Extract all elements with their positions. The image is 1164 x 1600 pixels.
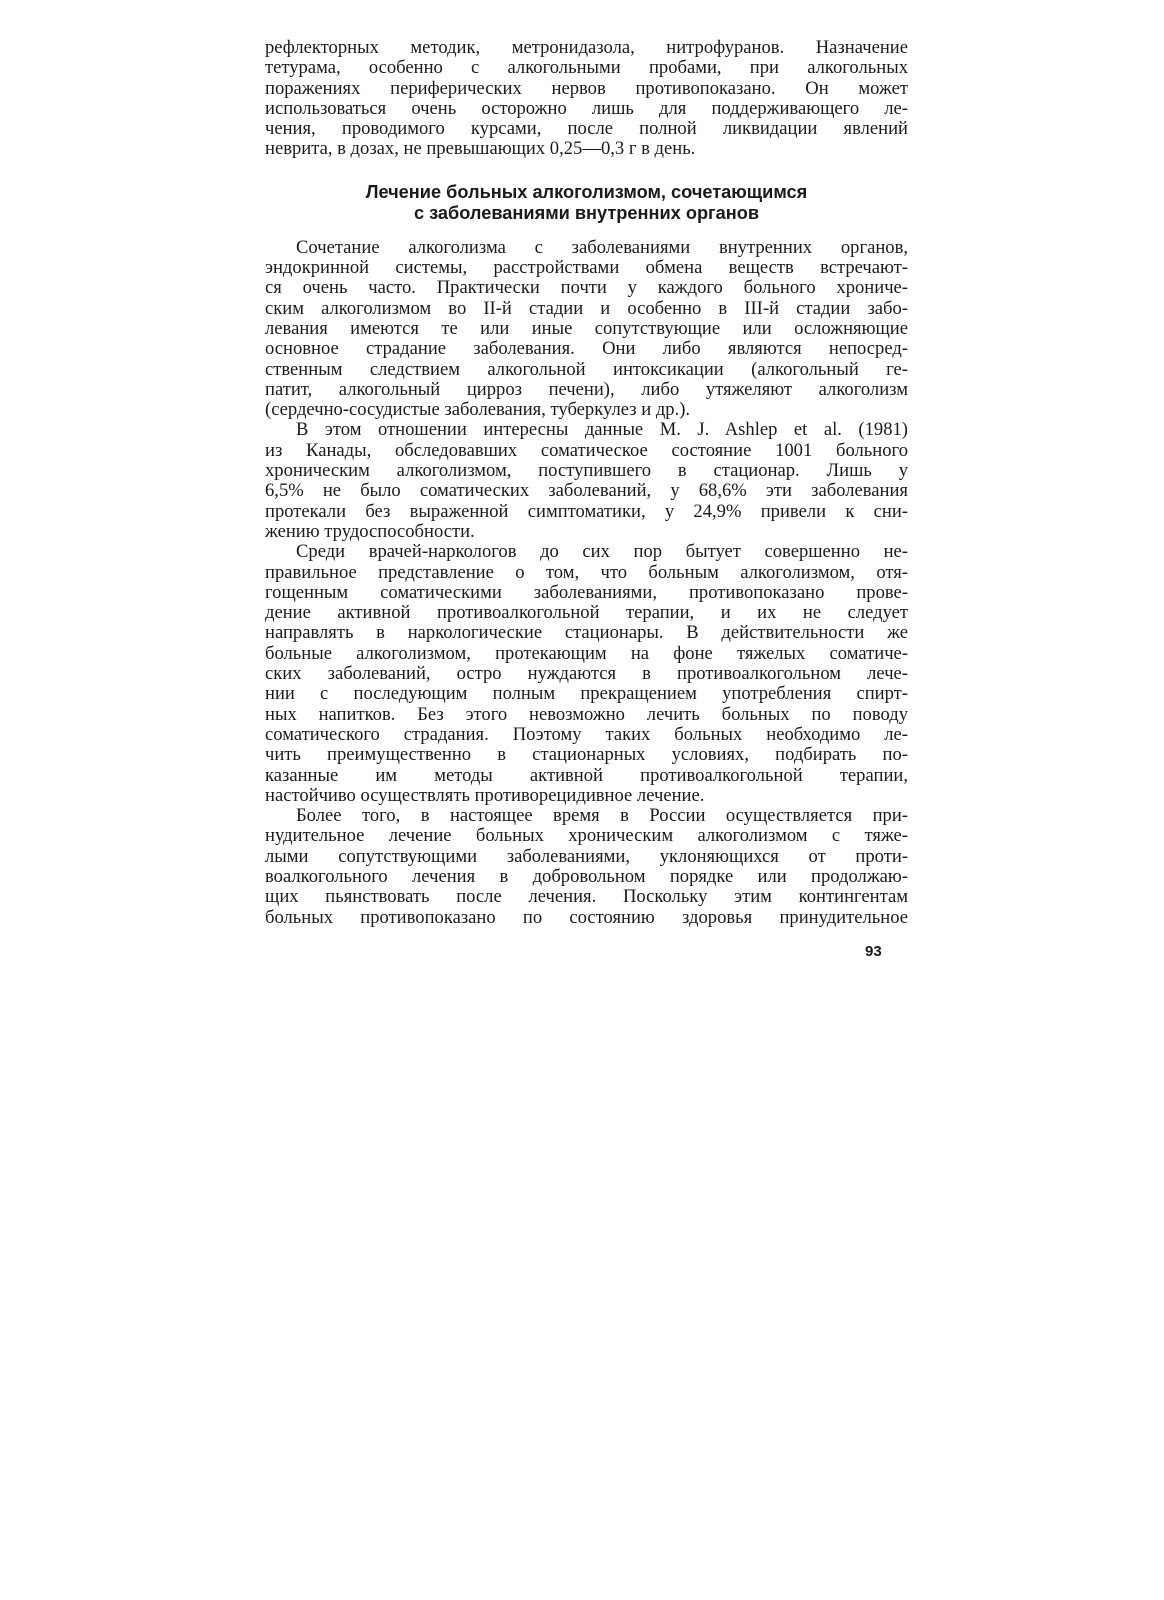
- paragraph: [265, 542, 908, 806]
- text-line: ских заболеваний, остро нуждаются в противоалкогольном лече-: [265, 663, 908, 685]
- text-line: дение активной противоалкогольной терапии, и их не следует: [265, 602, 908, 624]
- text-line: больные алкоголизмом, протекающим на фоне тяжелых соматиче-: [265, 642, 908, 664]
- text-line: ных напитков. Без этого невозможно лечить больных по поводу: [265, 703, 908, 725]
- text-line: хроническим алкоголизмом, поступившего в стационар. Лишь у: [265, 460, 908, 482]
- text-line: Более того, в настоящее время в России осуществляется при-: [296, 805, 908, 827]
- text-line: 6,5% не было соматических заболеваний, у 68,6% эти заболевания: [265, 480, 908, 502]
- heading-line: с заболеваниями внутренних органов: [413, 202, 760, 223]
- text-line: соматического страдания. Поэтому таких больных необходимо ле-: [265, 723, 908, 745]
- paragraph: [265, 238, 908, 421]
- text-line: использоваться очень осторожно лишь для поддерживающего ле-: [265, 97, 908, 119]
- text-line: основное страдание заболевания. Они либо являются непосред-: [265, 338, 908, 360]
- section-body: [265, 238, 908, 928]
- text-line: ся очень часто. Практически почти у каждого больного хрониче-: [265, 277, 908, 299]
- text-line: настойчиво осуществлять противорецидивное лечение.: [265, 784, 705, 806]
- text-line: гощенным соматическими заболеваниями, противопоказано прове-: [265, 581, 908, 603]
- heading-line: Лечение больных алкоголизмом, сочетающимся: [365, 181, 808, 202]
- text-line: щих пьянствовать после лечения. Поскольку этим контингентам: [265, 886, 908, 908]
- intro-paragraph: [265, 38, 908, 160]
- text-line: поражениях периферических нервов противопоказано. Он может: [265, 77, 908, 99]
- text-line: ским алкоголизмом во II-й стадии и особенно в III-й стадии забо-: [265, 297, 908, 319]
- text-line: ственным следствием алкогольной интоксикации (алкогольный ге-: [265, 358, 908, 380]
- text-line: В этом отношении интересны данные М. J. Ashlep et al. (1981): [296, 419, 908, 441]
- text-line: направлять в наркологические стационары. В действительности же: [265, 622, 908, 644]
- text-line: патит, алкогольный цирроз печени), либо утяжеляют алкоголизм: [265, 378, 908, 400]
- paragraph: [265, 806, 908, 928]
- text-line: из Канады, обследовавших соматическое состояние 1001 больного: [265, 439, 908, 461]
- paragraph: [265, 420, 908, 542]
- text-line: Сочетание алкоголизма с заболеваниями внутренних органов,: [296, 236, 908, 258]
- section-heading: [265, 182, 908, 224]
- text-line: правильное представление о том, что больным алкоголизмом, отя-: [265, 561, 908, 583]
- text-line: тетурама, особенно с алкогольными пробами, при алкогольных: [265, 57, 908, 79]
- text-line: жению трудоспособности.: [265, 520, 475, 542]
- text-line: нии с последующим полным прекращением употребления спирт-: [265, 683, 908, 705]
- text-line: нудительное лечение больных хроническим алкоголизмом с тяже-: [265, 825, 908, 847]
- text-line: левания имеются те или иные сопутствующие или осложняющие: [265, 317, 908, 339]
- text-line: эндокринной системы, расстройствами обмена веществ встречают-: [265, 257, 908, 279]
- text-line: Среди врачей-наркологов до сих пор бытует совершенно не-: [296, 541, 908, 563]
- text-line: больных противопоказано по состоянию здоровья принудительное: [265, 906, 908, 928]
- book-page: [265, 38, 908, 928]
- page-number: 93: [865, 943, 882, 960]
- text-line: воалкогольного лечения в добровольном порядке или продолжаю-: [265, 865, 908, 887]
- text-line: лыми сопутствующими заболеваниями, уклоняющихся от проти-: [265, 845, 908, 867]
- text-line: чения, проводимого курсами, после полной ликвидации явлений: [265, 118, 908, 140]
- text-line: чить преимущественно в стационарных условиях, подбирать по-: [265, 744, 908, 766]
- text-line: казанные им методы активной противоалкогольной терапии,: [265, 764, 908, 786]
- text-line: неврита, в дозах, не превышающих 0,25—0,3 г в день.: [265, 138, 696, 160]
- text-line: рефлекторных методик, метронидазола, нитрофуранов. Назначение: [265, 37, 908, 58]
- text-line: (сердечно-сосудистые заболевания, туберкулез и др.).: [265, 399, 691, 421]
- text-line: протекали без выраженной симптоматики, у 24,9% привели к сни-: [265, 500, 908, 522]
